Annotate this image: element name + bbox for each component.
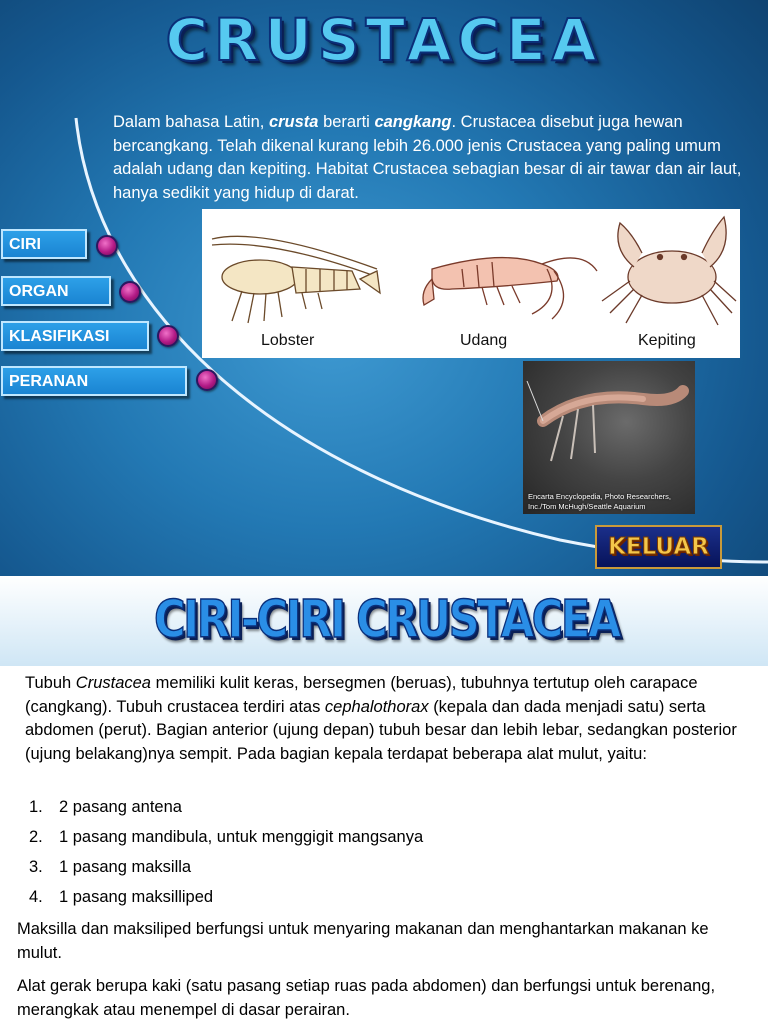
label-lobster: Lobster <box>261 332 315 349</box>
nav-dot-organ[interactable] <box>119 281 141 303</box>
exit-button[interactable] <box>595 525 722 569</box>
nav-button-klasifikasi[interactable]: KLASIFIKASI <box>1 321 149 351</box>
photo-credit: Encarta Encyclopedia, Photo Researchers, Inc./Tom McHugh/Seattle Aquarium <box>528 492 671 511</box>
list-item: 2. 1 pasang mandibula, untuk menggigit mangsanya <box>29 828 424 846</box>
list-item: 4. 1 pasang maksilliped <box>29 888 214 906</box>
nav-dot-klasifikasi[interactable] <box>157 325 179 347</box>
species-illustrations <box>202 209 740 358</box>
maxilla-function-paragraph: Maksilla dan maksiliped berfungsi untuk menyaring makanan dan menghantarkan makanan ke mulut. <box>17 920 709 962</box>
locomotion-paragraph: Alat gerak berupa kaki (satu pasang setiap ruas pada abdomen) dan berfungsi untuk berenang, merangkak atau menempel di dasar perairan. <box>17 977 716 1019</box>
lobster-illustration <box>212 236 380 323</box>
page-title: CRUSTACEA <box>165 6 603 74</box>
intro-paragraph: Dalam bahasa Latin, crusta berarti cangkang. Crustacea disebut juga hewan bercangkang. Telah dikenal kurang lebih 26.000 jenis Crustacea yang paling umum adalah udang dan kepiting. Habitat Crustacea sebagian besar di air tawar dan air laut, hanya sedikit yang hidup di darat. <box>113 113 742 202</box>
slide-title: CIRI-CIRI CRUSTACEA <box>153 590 619 650</box>
list-item: 3. 1 pasang maksilla <box>29 858 192 876</box>
nav-button-peranan[interactable]: PERANAN <box>1 366 187 396</box>
label-udang: Udang <box>460 332 508 349</box>
label-kepiting: Kepiting <box>638 332 696 349</box>
exit-button-label: KELUAR <box>608 534 709 560</box>
slide-ciri-ciri <box>0 576 768 1024</box>
nav-dot-ciri[interactable] <box>96 235 118 257</box>
characteristics-paragraph: Tubuh Crustacea memiliki kulit keras, bersegmen (beruas), tubuhnya tertutup oleh carapace (cangkang). Tubuh crustacea terdiri atas cephalothorax (kepala dan dada menjadi satu) serta abdomen (perut). Bagian anterior (ujung depan) tubuh besar dan lebih lebar, sedangkan posterior (ujung belakang)nya sempit. Pada bagian kepala terdapat beberapa alat mulut, yaitu: <box>25 674 737 763</box>
nav-button-ciri[interactable]: CIRI <box>1 229 87 259</box>
nav-button-organ[interactable]: ORGAN <box>1 276 111 306</box>
shrimp-photo <box>523 361 695 514</box>
crab-illustration <box>602 217 736 325</box>
list-item: 1. 2 pasang antena <box>29 798 182 816</box>
nav-dot-peranan[interactable] <box>196 369 218 391</box>
mouthparts-list <box>29 796 423 916</box>
shrimp-illustration <box>423 258 597 319</box>
